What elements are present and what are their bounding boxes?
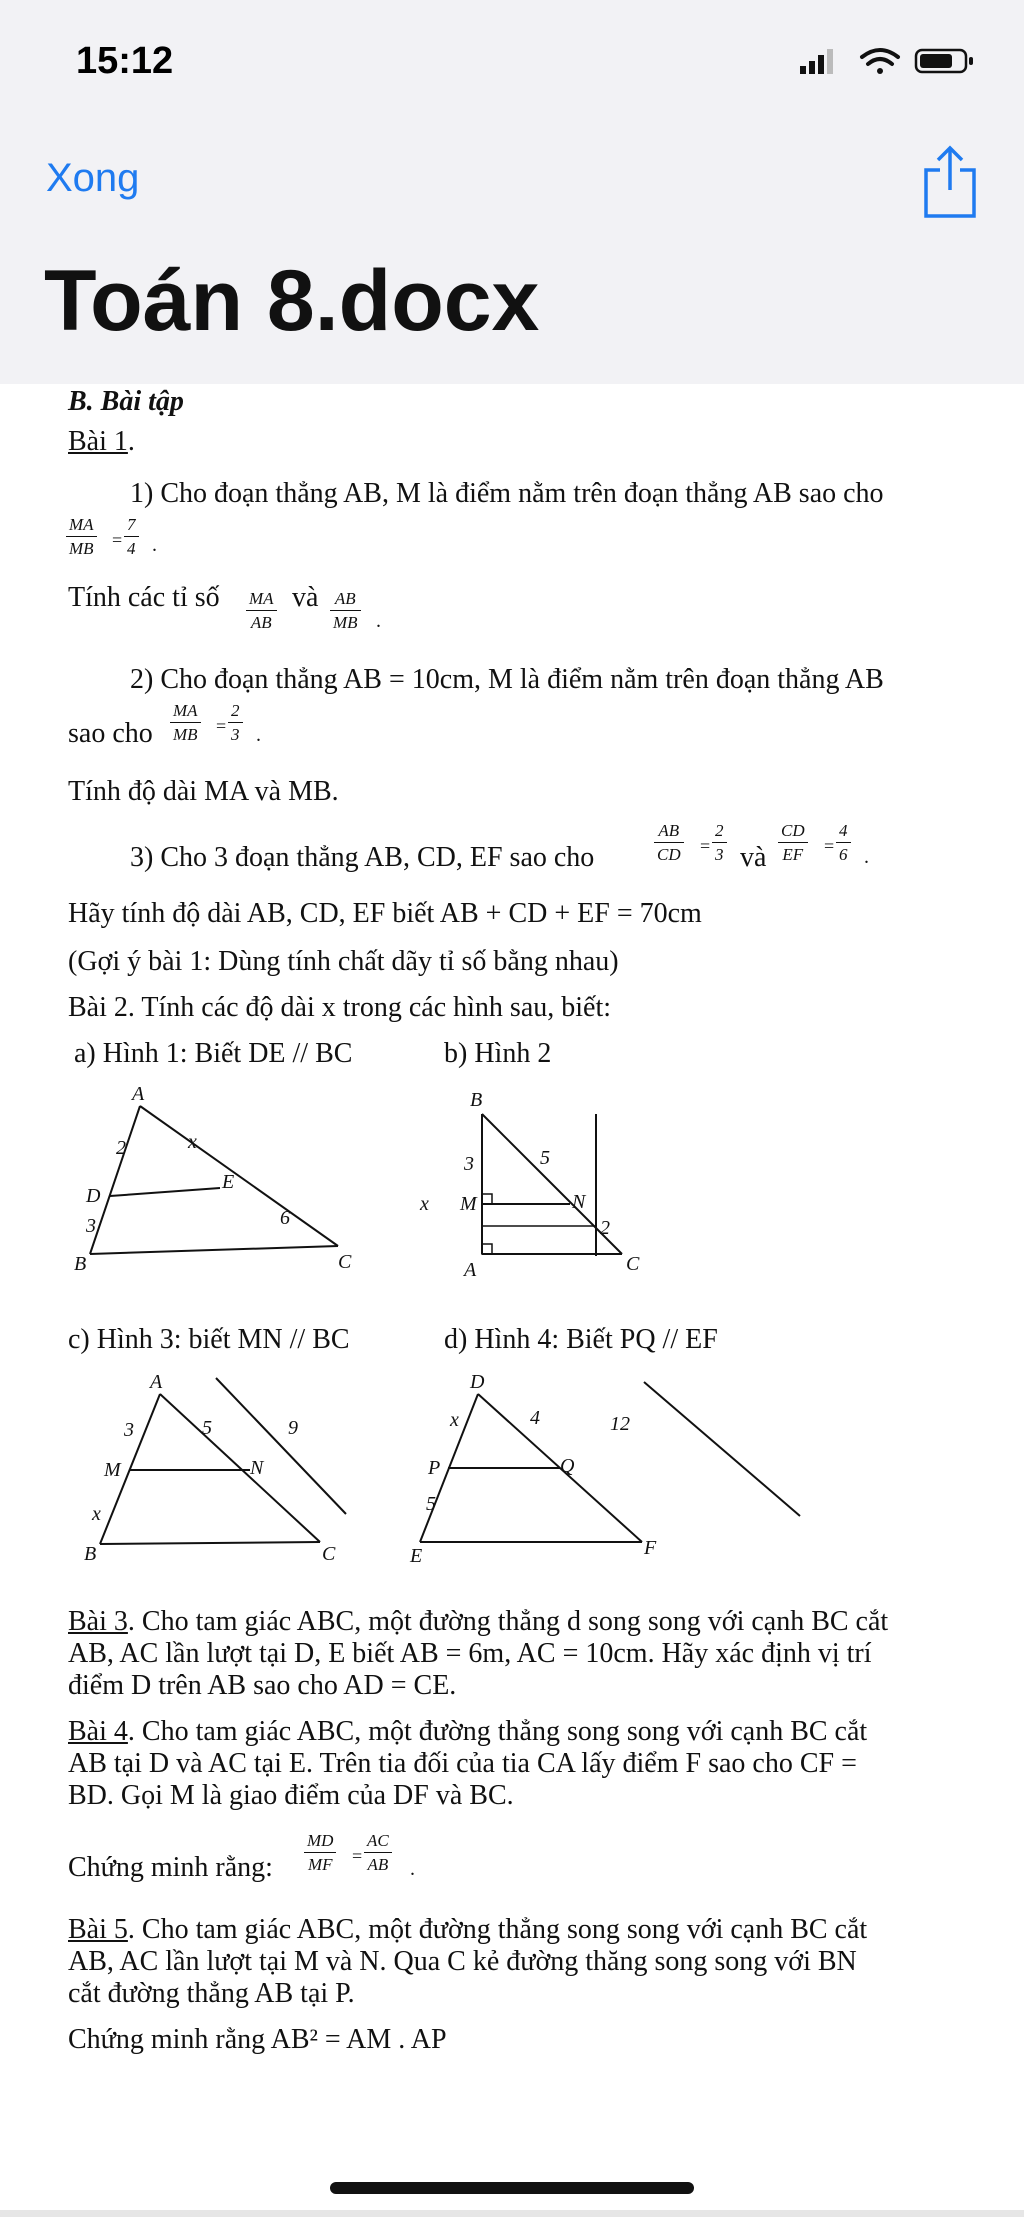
exercise-4-prove: Chứng minh rằng:	[68, 1852, 273, 1883]
and-text-2: và	[740, 842, 767, 873]
ratio-task: Tính các tỉ số	[68, 582, 220, 613]
fraction-ma-mb-2: MA MB	[170, 702, 201, 743]
exercise-3-line-2: AB, AC lần lượt tại D, E biết AB = 6m, AC = 10cm. Hãy xác định vị trí	[68, 1638, 872, 1669]
label-m3: M	[104, 1459, 121, 1481]
side-3b: 3	[464, 1153, 474, 1175]
sum-condition: Hãy tính độ dài AB, CD, EF biết AB + CD + EF = 70cm	[68, 898, 702, 929]
exercise-4-line-2: AB tại D và AC tại E. Trên tia đối của tia CA lấy điểm F sao cho CF =	[68, 1748, 857, 1779]
label-n2: N	[572, 1191, 586, 1213]
label-c: C	[338, 1251, 352, 1273]
label-e4: E	[410, 1545, 423, 1567]
exercise-5-prove: Chứng minh rằng AB² = AM . AP	[68, 2024, 447, 2055]
side-x: x	[188, 1131, 197, 1153]
section-heading: B. Bài tập	[68, 386, 184, 417]
exercise-5-label: Bài 5	[68, 1914, 128, 1945]
label-p4: P	[428, 1457, 441, 1479]
exercise-3-label: Bài 3	[68, 1606, 128, 1637]
exercise-1-part-3: 3) Cho 3 đoạn thẳng AB, CD, EF sao cho	[130, 842, 595, 873]
exercise-4-label: Bài 4	[68, 1716, 128, 1747]
label-b: B	[74, 1253, 87, 1275]
label-a: A	[132, 1084, 145, 1105]
side-xd: x	[450, 1409, 459, 1431]
fraction-4-6: 4 6	[836, 822, 851, 863]
hint-text: (Gợi ý bài 1: Dùng tính chất dãy tỉ số bằng nhau)	[68, 946, 619, 977]
fraction-ab-cd: AB CD	[654, 822, 684, 863]
exercise-5-line-2: AB, AC lần lượt tại M và N. Qua C kẻ đường thăng song song với BN	[68, 1946, 857, 1977]
fraction-ab-mb: AB MB	[330, 590, 361, 631]
length-task: Tính độ dài MA và MB.	[68, 776, 339, 807]
label-a3: A	[150, 1374, 163, 1393]
battery-icon	[916, 50, 973, 72]
exercise-1-title: Bài 1.	[68, 426, 135, 457]
side-5b: 5	[540, 1147, 550, 1169]
figure-2-caption: b) Hình 2	[444, 1038, 552, 1069]
and-text: và	[292, 582, 319, 613]
bottom-edge	[0, 2210, 1024, 2217]
label-b3: B	[84, 1543, 97, 1565]
figure-2-diagram	[400, 1084, 700, 1284]
figure-3-caption: c) Hình 3: biết MN // BC	[68, 1324, 350, 1355]
document-title: Toán 8.docx	[44, 253, 540, 349]
navigation-header	[0, 0, 1024, 384]
status-icons	[800, 46, 980, 76]
side-xc: x	[92, 1503, 101, 1525]
side-12d: 12	[610, 1413, 630, 1435]
exercise-2-title: Bài 2. Tính các độ dài x trong các hình sau, biết:	[68, 992, 612, 1023]
exercise-4-line-1: Bài 4. Cho tam giác ABC, một đường thẳng song song với cạnh BC cắt	[68, 1716, 868, 1747]
side-9c: 9	[288, 1417, 298, 1439]
exercise-1-part-2: 2) Cho đoạn thẳng AB = 10cm, M là điểm nằm trên đoạn thẳng AB	[130, 664, 884, 695]
figure-4-caption: d) Hình 4: Biết PQ // EF	[444, 1324, 718, 1355]
side-5c: 5	[202, 1417, 212, 1439]
side-5d: 5	[426, 1493, 436, 1515]
side-6: 6	[280, 1207, 290, 1229]
figure-1-diagram	[70, 1084, 370, 1284]
exercise-4-line-3: BD. Gọi M là giao điểm của DF và BC.	[68, 1780, 514, 1811]
label-e: E	[222, 1171, 235, 1193]
label-d4: D	[470, 1374, 485, 1393]
fraction-2-3-b: 2 3	[712, 822, 727, 863]
share-icon[interactable]	[922, 144, 978, 220]
fraction-2-3: 2 3	[228, 702, 243, 743]
signal-icon	[800, 49, 833, 74]
side-3c: 3	[124, 1419, 134, 1441]
exercise-3-line-3: điểm D trên AB sao cho AD = CE.	[68, 1670, 457, 1701]
label-d: D	[86, 1185, 101, 1207]
such-that-text: sao cho	[68, 718, 153, 749]
side-4d: 4	[530, 1407, 540, 1429]
done-button[interactable]: Xong	[46, 156, 140, 200]
side-xb: x	[420, 1193, 429, 1215]
wifi-icon	[862, 50, 898, 74]
label-a2: A	[464, 1259, 477, 1281]
label-c2: C	[626, 1253, 640, 1275]
label-b2: B	[470, 1089, 483, 1111]
label-q4: Q	[560, 1455, 575, 1477]
side-2: 2	[116, 1137, 126, 1159]
side-2b: 2	[600, 1217, 610, 1239]
exercise-1-part-1: 1) Cho đoạn thẳng AB, M là điểm nằm trên đoạn thẳng AB sao cho	[130, 478, 884, 509]
exercise-3-line-1: Bài 3. Cho tam giác ABC, một đường thẳng d song song với cạnh BC cắt	[68, 1606, 889, 1637]
home-indicator[interactable]	[330, 2182, 694, 2194]
side-3: 3	[86, 1215, 96, 1237]
fraction-cd-ef: CD EF	[778, 822, 808, 863]
exercise-5-line-3: cắt đường thẳng AB tại P.	[68, 1978, 355, 2009]
fraction-7-4: 7 4	[124, 516, 139, 557]
label-n3: N	[250, 1457, 264, 1479]
fraction-md-mf: MD MF	[304, 1832, 336, 1873]
fraction-ac-ab: AC AB	[364, 1832, 392, 1873]
exercise-5-line-1: Bài 5. Cho tam giác ABC, một đường thẳng song song với cạnh BC cắt	[68, 1914, 868, 1945]
label-m2: M	[460, 1193, 477, 1215]
status-time: 15:12	[76, 40, 174, 82]
exercise-1-label: Bài 1	[68, 426, 128, 457]
label-c3: C	[322, 1543, 336, 1565]
document-page: B. Bài tập Bài 1. 1) Cho đoạn thẳng AB, M là điểm nằm trên đoạn thẳng AB sao cho MA MB = 7 4 . Tính các tỉ số MA AB và AB MB . 2) Cho đoạn thẳng AB = 10cm, M là điểm nằm trên đoạn thẳng AB sao cho MA MB = 2 3 . Tính độ dài MA và MB. 3) Cho 3 đoạn thẳng AB, CD, EF sao cho AB CD = 2 3 và CD EF = 4 6 . Hãy tính độ dài AB, CD, EF biết AB + CD + EF = 70cm (Gợi ý bài 1: Dùng tính chất dãy tỉ số bằng nhau) Bài 2. Tính các độ dài x trong các hình sau, biết: a) Hình 1: Biết DE // BC b) Hình 2 A D E B C 2 x 3 6 B M N A C 3 5 x 2 c) Hình 3: biết MN // BC d) Hình 4: Biết PQ // EF A M N B C 3 5 9 x D P Q E F x 4 12 5 Bài 3. Cho tam giác ABC, một đường thẳng d song song với cạnh BC cắt AB, AC lần lượt tại D, E biết AB = 6m, AC = 10cm. Hãy xác định vị trí điểm D trên AB sao cho AD = CE. Bài 4. Cho tam giác ABC, một đường thẳng song song với cạnh BC cắt AB tại D và AC tại E. Trên tia đối của tia CA lấy điểm F sao cho CF = BD. Gọi M là giao điểm của DF và BC. Chứng minh rằng: MD MF = AC AB . Bài 5. Cho tam giác ABC, một đường thẳng song song với cạnh BC cắt AB, AC lần lượt tại M và N. Qua C kẻ đường thăng song song với BN cắt đường thẳng AB tại P. Chứng minh rằng AB² = AM . AP	[60, 384, 990, 2124]
figure-3-diagram	[70, 1374, 370, 1574]
label-f4: F	[644, 1537, 657, 1559]
figure-4-diagram	[400, 1374, 920, 1574]
fraction-ma-mb: MA MB	[66, 516, 97, 557]
fraction-ma-ab: MA AB	[246, 590, 277, 631]
figure-1-caption: a) Hình 1: Biết DE // BC	[74, 1038, 353, 1069]
